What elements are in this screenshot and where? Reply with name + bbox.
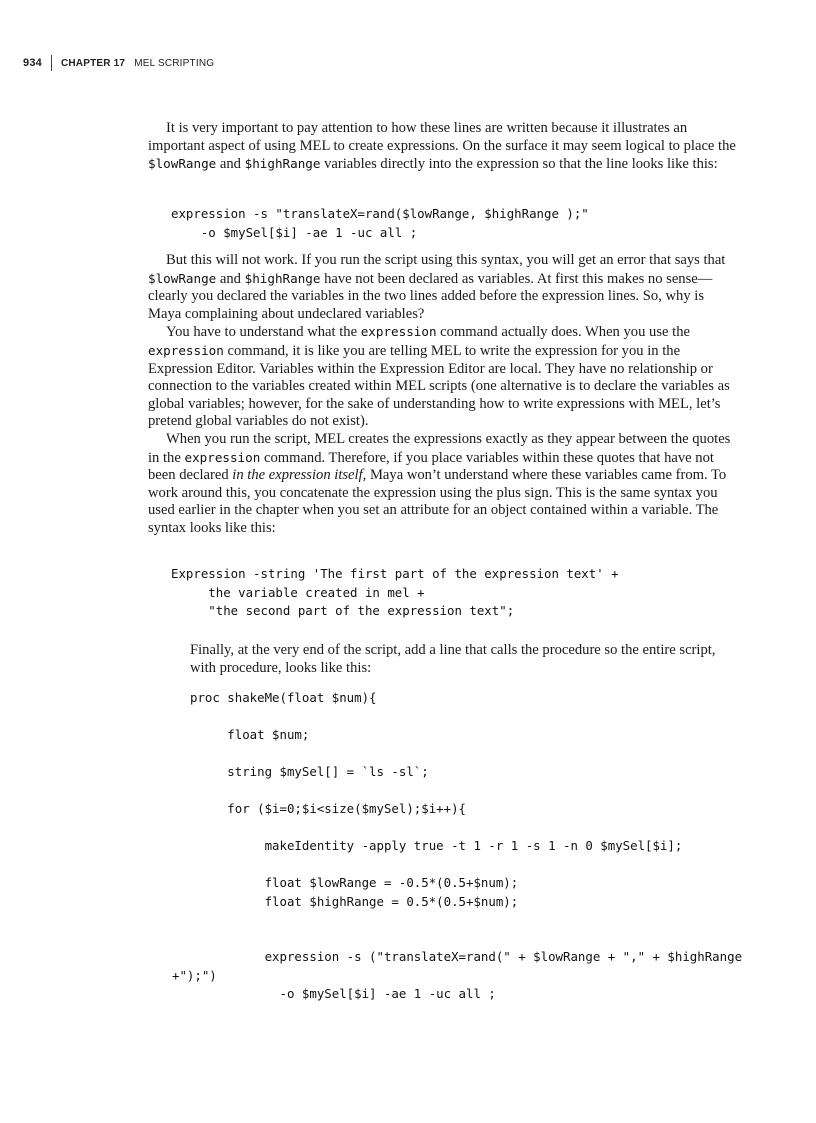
para2-code-lowrange: $lowRange	[148, 270, 217, 286]
para3-code-expression-b: expression	[148, 342, 224, 358]
paragraph-1	[148, 120, 738, 174]
code1-line-2: -o $mySel[$i] -ae 1 -uc all ;	[171, 224, 418, 240]
para2-text-c: have not been declared as variables. At first this makes no sense—clearly you declared the variables in the two lines added before the expression lines. So, why is Maya complaining about undeclared variables?	[148, 270, 713, 322]
header-divider	[51, 55, 52, 71]
para3-text-b: command actually does. When you use the	[436, 324, 690, 341]
code2-line-3: "the second part of the expression text";	[171, 603, 515, 618]
paragraph-2-text	[148, 252, 738, 323]
code3-line-17: -o $mySel[$i] -ae 1 -uc all ;	[190, 986, 496, 1001]
running-header	[23, 55, 214, 71]
code3-line-7: for ($i=0;$i<size($mySel);$i++){	[190, 801, 467, 816]
para4-text-a: When you run the script, MEL creates the expressions exactly as they appear between the quotes in the	[148, 430, 731, 466]
paragraph-4-text	[148, 431, 738, 538]
paragraph-1-text	[148, 120, 738, 174]
paragraph-5	[190, 642, 738, 677]
section-label: MEL SCRIPTING	[134, 57, 215, 69]
code3-line-4	[190, 745, 742, 764]
code1-line-1: expression -s "translateX=rand($lowRange, $highRange );"	[171, 206, 589, 221]
code3-line-6	[190, 782, 742, 801]
code3-line-15: expression -s ("translateX=rand(" + $lowRange + "," + $highRange	[190, 949, 743, 964]
code-block-2	[171, 565, 619, 621]
code3-line-11: float $lowRange = -0.5*(0.5+$num);	[190, 875, 519, 890]
code3-line-2	[190, 708, 742, 727]
code-block-1	[171, 205, 589, 242]
para3-text-c: command, it is like you are telling MEL to write the expression for you in the Expression Editor. Variables within the Expression Editor are local. They have no relationship or connection to the variables created within MEL scripts (one alternative is to declare the variables as global variables; however, for the sake of understanding how to write expressions with MEL, let’s pretend global variables do not exist).	[148, 342, 730, 430]
para1-code-highrange: $highRange	[244, 156, 321, 172]
para4-text-c: Maya won’t understand where these variables came from. To work around this, you concatenate the expression using the plus sign. This is the same syntax you used earlier in the chapter when you set an attribute for an object contained within a variable. The syntax looks like this:	[148, 467, 727, 536]
para1-text-c: variables directly into the expression so that the line looks like this:	[320, 156, 718, 173]
para3-text-a: You have to understand what the	[166, 324, 361, 341]
code-block-3	[172, 689, 743, 1004]
paragraph-group	[148, 252, 738, 538]
code3-line-9: makeIdentity -apply true -t 1 -r 1 -s 1 -n 0 $mySel[$i];	[190, 838, 683, 853]
paragraph-5-text: Finally, at the very end of the script, add a line that calls the procedure so the entire script, with procedure, looks like this:	[190, 642, 716, 676]
para3-code-expression-a: expression	[360, 324, 437, 340]
para1-code-lowrange: $lowRange	[148, 156, 217, 172]
chapter-label: CHAPTER 17	[60, 57, 126, 69]
para2-code-highrange: $highRange	[244, 270, 321, 286]
para1-text-a: It is very important to pay attention to how these lines are written because it illustrates an important aspect of using MEL to create expressions. On the surface it may seem logical to place the	[148, 120, 736, 154]
para4-code-expression: expression	[184, 449, 261, 465]
code3-line-10	[190, 856, 742, 875]
code3-line-12: float $highRange = 0.5*(0.5+$num);	[190, 893, 519, 909]
para4-text-b: command. Therefore, if you place variables within these quotes that have not been declared	[148, 449, 714, 484]
code3-line-8	[190, 819, 742, 838]
para4-emphasis: in the expression itself,	[232, 467, 367, 484]
code3-line-16: +");")	[172, 967, 217, 983]
paragraph-3-text	[148, 323, 738, 431]
code2-line-1: Expression -string 'The first part of the expression text' +	[171, 566, 619, 581]
code3-line-3: float $num;	[190, 727, 310, 742]
para2-text-b: and	[216, 270, 245, 287]
para2-text-a: But this will not work. If you run the script using this syntax, you will get an error that says that	[166, 252, 726, 268]
code2-line-2: the variable created in mel +	[171, 584, 425, 600]
code3-line-13	[190, 911, 742, 930]
code3-line-14	[190, 930, 742, 949]
para1-text-b: and	[216, 156, 245, 173]
page-number: 934	[23, 57, 42, 69]
code3-line-5: string $mySel[] = `ls -sl`;	[190, 764, 429, 779]
code3-line-1: proc shakeMe(float $num){	[190, 690, 377, 705]
